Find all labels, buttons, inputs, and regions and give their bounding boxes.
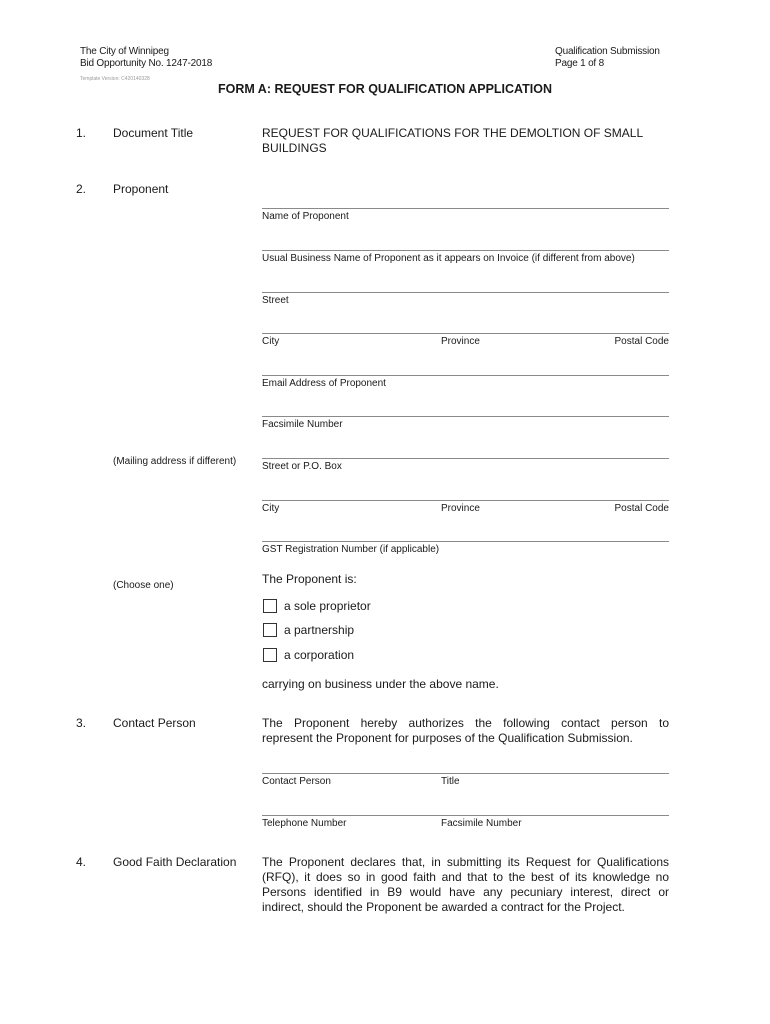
- section-4-title: Good Faith Declaration: [113, 855, 237, 869]
- document-title-line-2: BUILDINGS: [262, 141, 327, 155]
- submission-type: Qualification Submission: [555, 46, 660, 57]
- province-label: Province: [441, 336, 480, 347]
- contact-facsimile-label: Facsimile Number: [441, 818, 522, 829]
- section-1-title: Document Title: [113, 126, 194, 140]
- form-title: FORM A: REQUEST FOR QUALIFICATION APPLICATION: [217, 82, 552, 96]
- mailing-province-label: Province: [441, 503, 480, 514]
- partnership-label: a partnership: [284, 623, 355, 637]
- street-label: Street: [262, 295, 289, 306]
- proponent-is-label: The Proponent is:: [262, 572, 357, 586]
- section-3-title: Contact Person: [113, 716, 196, 730]
- mailing-street-field[interactable]: [262, 458, 669, 459]
- section-4-number: 4.: [76, 855, 87, 869]
- section-2-title: Proponent: [113, 182, 169, 196]
- gst-label: GST Registration Number (if applicable): [262, 544, 440, 555]
- city-label: City: [262, 336, 280, 347]
- partnership-checkbox[interactable]: [263, 623, 277, 637]
- telephone-label: Telephone Number: [262, 818, 347, 829]
- contact-authorization-line-1: The Proponent hereby authorizes the following contact person to: [262, 716, 669, 730]
- good-faith-line-3: Persons identified in B9 would have any pecuniary interest, direct or: [262, 885, 669, 899]
- city-province-postal-field[interactable]: [262, 333, 669, 334]
- document-title-line-1: REQUEST FOR QUALIFICATIONS FOR THE DEMOLTION OF SMALL: [262, 126, 644, 140]
- mailing-postal-code-label: Postal Code: [614, 503, 669, 514]
- choose-one-note: (Choose one): [113, 580, 174, 591]
- email-label: Email Address of Proponent: [262, 378, 386, 389]
- good-faith-line-1: The Proponent declares that, in submitting its Request for Qualifications: [262, 855, 669, 869]
- mailing-city-province-postal-field[interactable]: [262, 500, 669, 501]
- contact-person-label: Contact Person: [262, 776, 331, 787]
- page-indicator: Page 1 of 8: [555, 58, 604, 69]
- corporation-label: a corporation: [284, 648, 355, 662]
- corporation-checkbox[interactable]: [263, 648, 277, 662]
- contact-authorization-line-2: represent the Proponent for purposes of the Qualification Submission.: [262, 731, 633, 745]
- mailing-city-label: City: [262, 503, 280, 514]
- mailing-address-note: (Mailing address if different): [113, 456, 237, 467]
- postal-code-label: Postal Code: [614, 336, 669, 347]
- contact-title-label: Title: [441, 776, 460, 787]
- bid-number: Bid Opportunity No. 1247-2018: [80, 58, 213, 69]
- section-2-number: 2.: [76, 182, 87, 196]
- street-field[interactable]: [262, 292, 669, 293]
- carrying-on-business-text: carrying on business under the above name.: [262, 677, 499, 691]
- facsimile-label: Facsimile Number: [262, 419, 343, 430]
- section-1-number: 1.: [76, 126, 87, 140]
- section-3-number: 3.: [76, 716, 87, 730]
- telephone-facsimile-field[interactable]: [262, 815, 669, 816]
- mailing-street-label: Street or P.O. Box: [262, 461, 342, 472]
- good-faith-line-4: indirect, should the Proponent be awarded a contract for the Project.: [262, 900, 625, 914]
- org-name: The City of Winnipeg: [80, 46, 169, 57]
- usual-business-name-field[interactable]: [262, 250, 669, 251]
- gst-field[interactable]: [262, 541, 669, 542]
- sole-proprietor-checkbox[interactable]: [263, 599, 277, 613]
- email-field[interactable]: [262, 375, 669, 376]
- proponent-name-field[interactable]: [262, 208, 669, 209]
- sole-proprietor-label: a sole proprietor: [284, 599, 371, 613]
- facsimile-field[interactable]: [262, 416, 669, 417]
- good-faith-line-2: (RFQ), it does so in good faith and that to the best of its knowledge no: [262, 870, 669, 884]
- proponent-name-label: Name of Proponent: [262, 211, 349, 222]
- contact-person-title-field[interactable]: [262, 773, 669, 774]
- usual-business-name-label: Usual Business Name of Proponent as it appears on Invoice (if different from above): [262, 253, 635, 264]
- template-version: Template Version: C420140328: [80, 76, 150, 82]
